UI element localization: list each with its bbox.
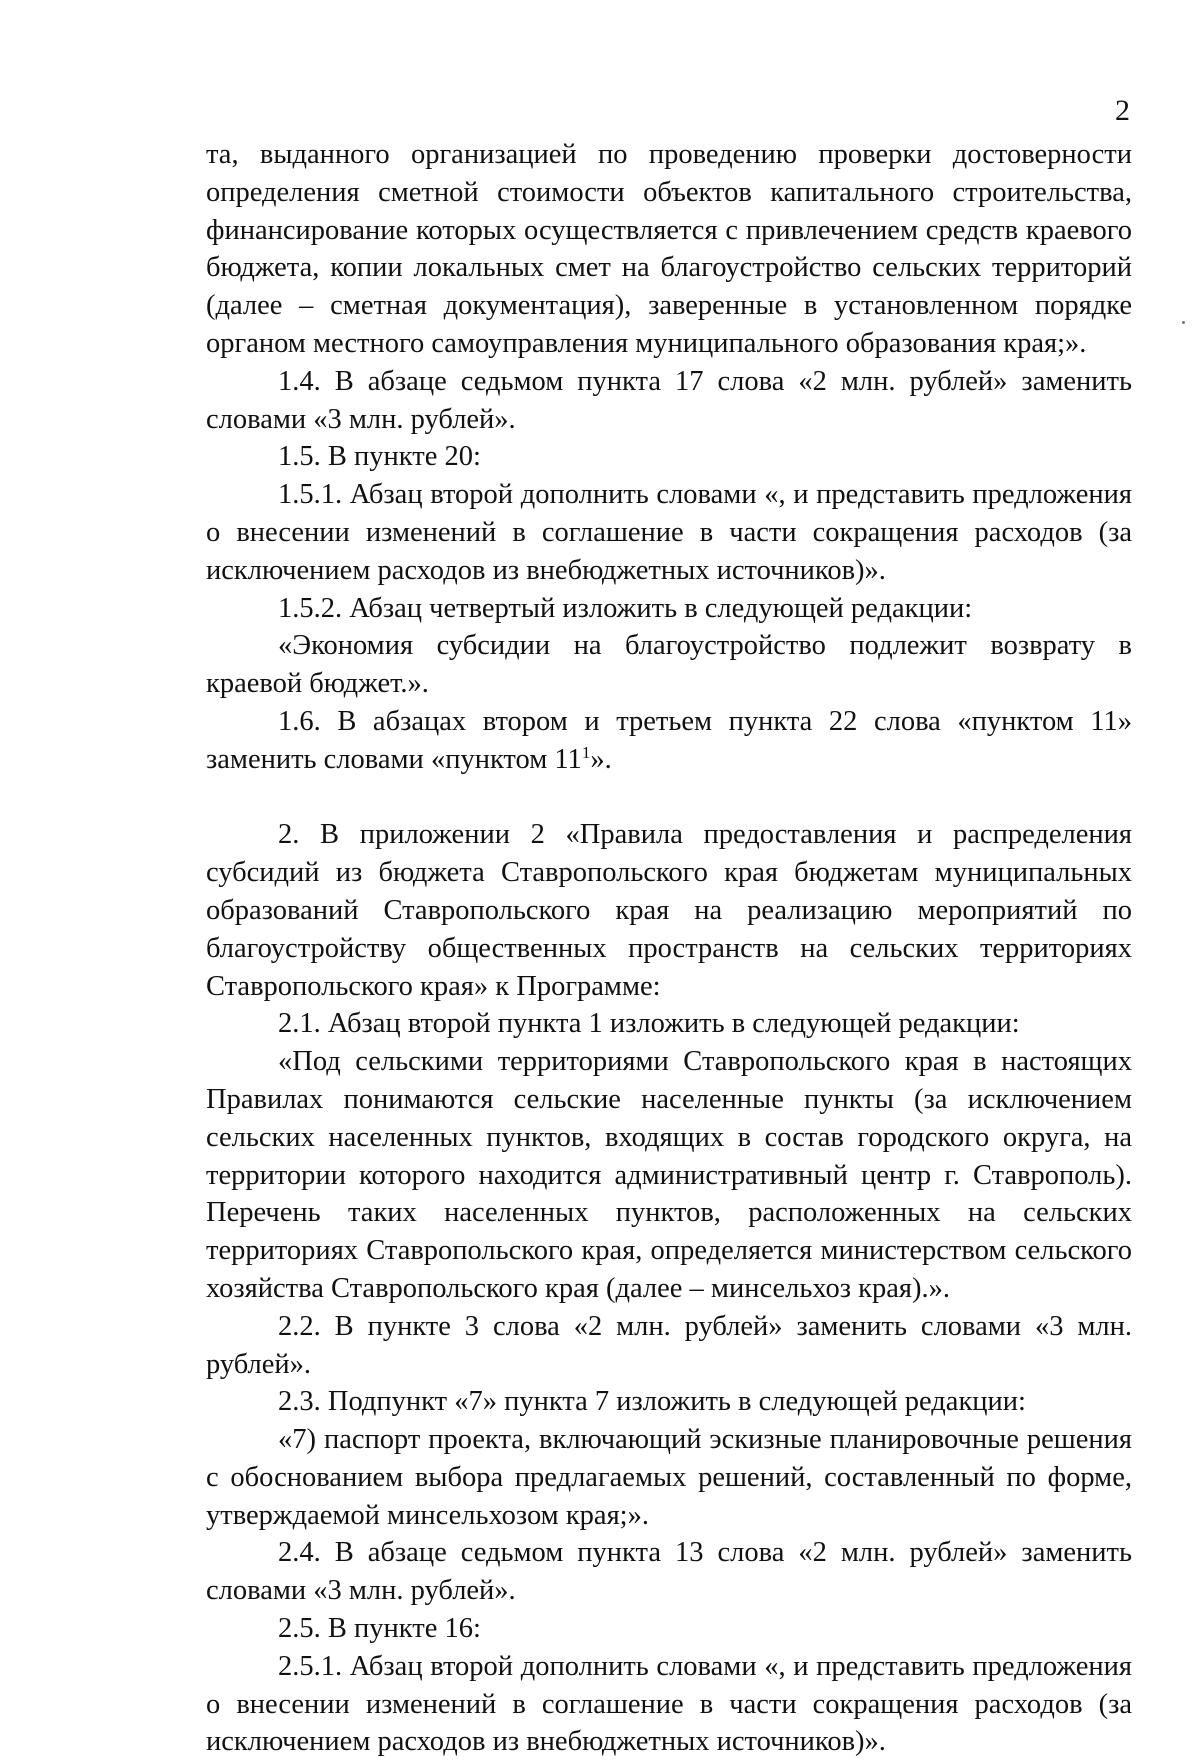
paragraph-1-6-text: 1.6. В абзацах втором и третьем пункта 22 слова «пунктом 11» заменить словами «пунктом 11 [206, 705, 1132, 775]
page-number: 2 [1115, 94, 1130, 127]
paragraph-quote-project-passport: «7) паспорт проекта, включающий эскизные планировочные решения с обоснованием выбора предлагаемых решений, составленный по форме, утверждаемой минсельхозом края;». [206, 1424, 1132, 1531]
paragraph-2-1: 2.1. Абзац второй пункта 1 изложить в следующей редакции: [278, 1008, 1020, 1040]
paragraph-1-6 [206, 703, 1132, 779]
superscript-mark: 1 [581, 742, 591, 762]
document-body [206, 136, 1132, 1761]
paragraph-1-5-2: 1.5.2. Абзац четвертый изложить в следующей редакции: [278, 592, 973, 624]
closing-quote: ». [590, 743, 612, 775]
paragraph-2-4: 2.4. В абзаце седьмом пункта 13 слова «2 млн. рублей» заменить словами «3 млн. рублей». [206, 1537, 1132, 1607]
paragraph-1-4: 1.4. В абзаце седьмом пункта 17 слова «2 млн. рублей» заменить словами «3 млн. рублей». [206, 365, 1132, 435]
paragraph-2-5-1: 2.5.1. Абзац второй дополнить словами «, и представить предложения о внесении изменений в соглашение в части сокращения расходов (за исключением расходов из внебюджетных источников)». [206, 1650, 1132, 1758]
paragraph-2-3: 2.3. Подпункт «7» пункта 7 изложить в следующей редакции: [278, 1386, 1026, 1418]
paragraph-2-2: 2.2. В пункте 3 слова «2 млн. рублей» заменить словами «3 млн. рублей». [206, 1310, 1132, 1380]
paragraph-2-5: 2.5. В пункте 16: [278, 1613, 481, 1645]
scan-speck [1182, 321, 1185, 324]
paragraph-1-5-1: 1.5.1. Абзац второй дополнить словами «, и представить предложения о внесении изменений в соглашение в части сокращения расходов (за исключением расходов из внебюджетных источников)». [206, 479, 1132, 586]
paragraph-2: 2. В приложении 2 «Правила предоставления и распределения субсидий из бюджета Ставропольского края бюджетам муниципальных образований Ставропольского края на реализацию мероприятий по благоустройству общественных пространств на сельских территориях Ставропольского края» к Программе: [206, 819, 1132, 1002]
paragraph-quote-rural-territories: «Под сельскими территориями Ставропольского края в настоящих Правилах понимаются сельские населенные пункты (за исключением сельских населенных пунктов, входящих в состав городского округа, на территории которого находится административный центр г. Ставрополь). Перечень таких населенных пунктов, расположенных на сельских территориях Ставропольского края, определяется министерством сельского хозяйства Ставропольского края (далее – минсельхоз края).». [206, 1046, 1132, 1304]
paragraph-continuation: та, выданного организацией по проведению проверки достоверности определения сметной стоимости объектов капитального строительства, финансирование которых осуществляется с привлечением средств краевого бюджета, копии локальных смет на благоустройство сельских территорий (далее – сметная документация), заверенные в установленном порядке органом местного самоуправления муниципального образования края;». [206, 139, 1132, 359]
paragraph-1-5: 1.5. В пункте 20: [278, 441, 481, 473]
paragraph-quote-economy: «Экономия субсидии на благоустройство подлежит возврату в краевой бюджет.». [206, 630, 1132, 700]
